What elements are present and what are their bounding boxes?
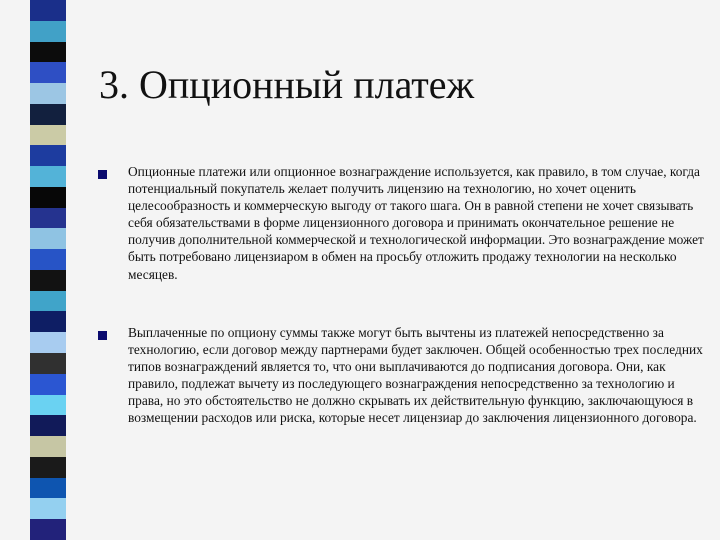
stripe-segment	[30, 83, 66, 104]
bullet-marker-2	[98, 331, 107, 340]
stripe-segment	[30, 249, 66, 270]
stripe-segment	[30, 104, 66, 125]
bullet-text-1: Опционные платежи или опционное вознаграждение используется, как правило, в том случае, когда потенциальный покупатель желает получить лицензию на технологию, но хочет оценить целесообразность и коммерческую выгоду от такого шага. Он в равной степени не хочет связывать себя обязательствами в форме лицензионного договора и принимать окончательное решение не получив дополнительной коммерческой и технологической информации. Это вознаграждение может быть потребовано лицензиаром в обмен на просьбу отложить продажу технологии на несколько месяцев.	[128, 164, 704, 282]
stripe-segment	[30, 436, 66, 457]
stripe-segment	[30, 166, 66, 187]
stripe-segment	[30, 62, 66, 83]
stripe-segment	[30, 457, 66, 478]
stripe-segment	[30, 395, 66, 416]
stripe-segment	[30, 291, 66, 312]
slide-title: 3. Опционный платеж	[99, 62, 475, 107]
stripe-segment	[30, 415, 66, 436]
stripe-segment	[30, 498, 66, 519]
stripe-segment	[30, 353, 66, 374]
stripe-segment	[30, 270, 66, 291]
bullet-marker-1	[98, 170, 107, 179]
stripe-segment	[30, 228, 66, 249]
stripe-segment	[30, 519, 66, 540]
stripe-segment	[30, 332, 66, 353]
bullet-text-2: Выплаченные по опциону суммы также могут быть вычтены из платежей непосредственно за технологию, если договор между партнерами будет заключен. Общей особенностью трех последних типов вознаграждений является то, что они выплачиваются до подписания договора. Они, как правило, подлежат вычету из последующего вознаграждения непосредственно за технологию и права, но это обстоятельство не должно скрывать их действительную функцию, заключающуюся в возмещении расходов или риска, которые несет лицензиар до заключения лицензионного договора.	[128, 325, 703, 426]
stripe-segment	[30, 21, 66, 42]
stripe-segment	[30, 0, 66, 21]
stripe-segment	[30, 187, 66, 208]
stripe-segment	[30, 208, 66, 229]
stripe-segment	[30, 125, 66, 146]
stripe-segment	[30, 311, 66, 332]
stripe-segment	[30, 374, 66, 395]
decorative-stripe	[30, 0, 66, 540]
stripe-segment	[30, 145, 66, 166]
stripe-segment	[30, 42, 66, 63]
stripe-segment	[30, 478, 66, 499]
